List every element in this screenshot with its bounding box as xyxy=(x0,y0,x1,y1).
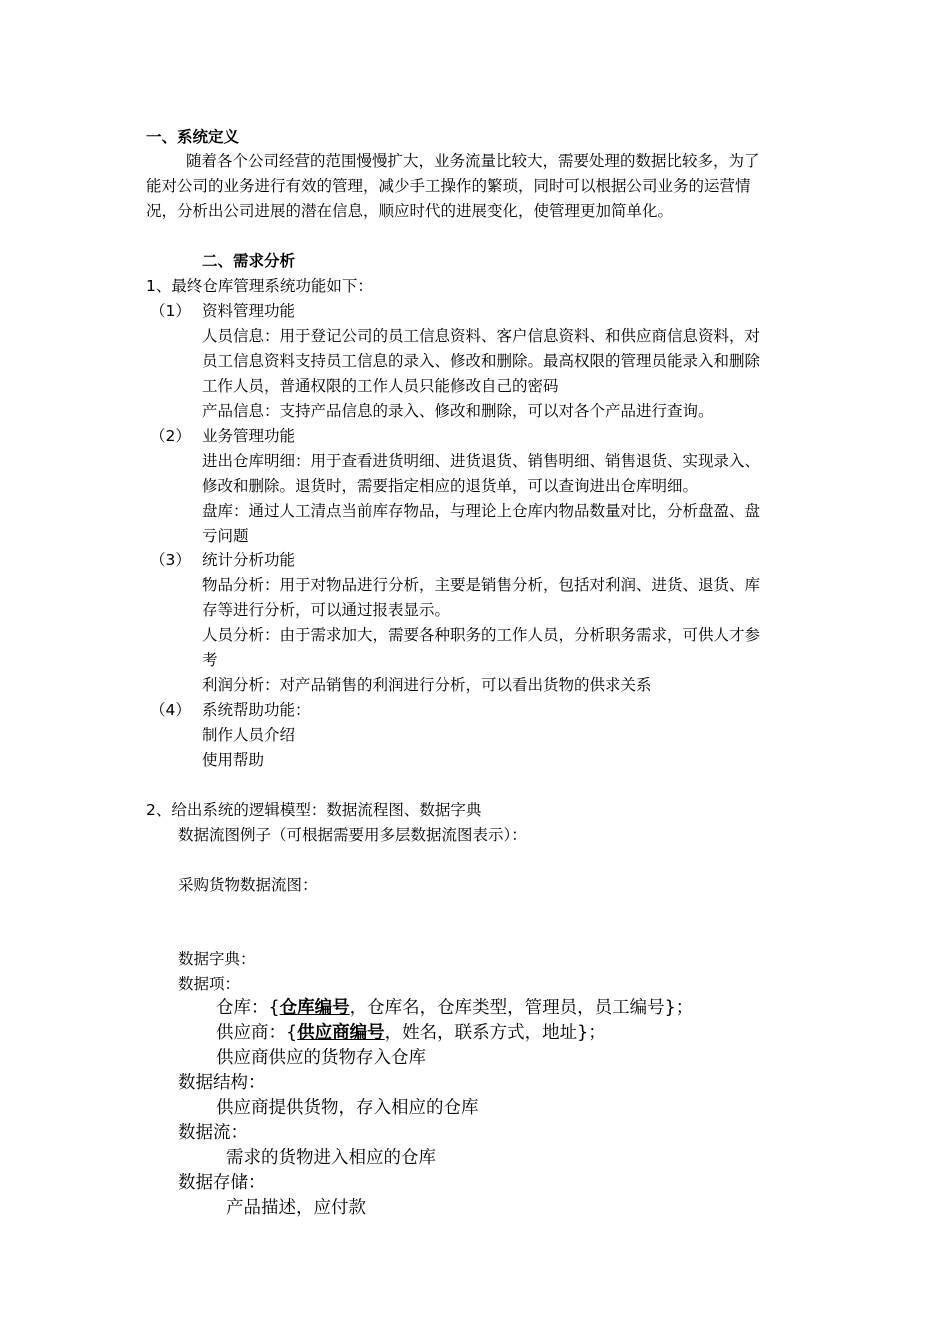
paragraph-line: 况，分析出公司进展的潜在信息，顺应时代的进展变化，使管理更加简单化。 xyxy=(146,202,674,220)
group-line: 修改和删除。退货时，需要指定相应的退货单，可以查询进出仓库明细。 xyxy=(202,477,699,495)
section-heading-requirements: 二、需求分析 xyxy=(202,252,296,270)
group-number: （3） xyxy=(150,551,191,569)
warehouse-rest: ，仓库名，仓库类型，管理员，员工编号}； xyxy=(349,998,694,1018)
dfd-example-label: 数据流图例子（可根据需要用多层数据流图表示）： xyxy=(178,826,527,844)
group-line: 产品信息：支持产品信息的录入、修改和删除，可以对各个产品进行查询。 xyxy=(202,402,714,420)
paragraph-line: 能对公司的业务进行有效的管理，减少手工操作的繁琐，同时可以根据公司业务的运营情 xyxy=(146,177,751,195)
group-line: 考 xyxy=(202,651,218,669)
group-line: 使用帮助 xyxy=(202,751,265,769)
section-heading-system-definition: 一、系统定义 xyxy=(146,128,240,146)
supplier-key: 供应商编号 xyxy=(297,1023,385,1043)
warehouse-key: 仓库编号 xyxy=(279,998,350,1018)
group-line: 盘库：通过人工清点当前库存物品，与理论上仓库内物品数量对比，分析盘盈、盘 xyxy=(202,502,761,520)
data-storage-value: 产品描述，应付款 xyxy=(226,1198,366,1218)
supplier-store-entry: 供应商供应的货物存入仓库 xyxy=(216,1048,426,1068)
data-storage-label: 数据存储： xyxy=(178,1173,266,1193)
group-number: （4） xyxy=(150,701,191,719)
group-line: 利润分析：对产品销售的利润进行分析，可以看出货物的供求关系 xyxy=(202,676,652,694)
group-line: 物品分析：用于对物品进行分析，主要是销售分析，包括对利润、进货、退货、库 xyxy=(202,576,761,594)
data-structure-label: 数据结构： xyxy=(178,1073,266,1093)
dictionary-title: 数据字典： xyxy=(178,950,256,968)
group-line: 存等进行分析，可以通过报表显示。 xyxy=(202,601,451,619)
group-title: 资料管理功能 xyxy=(202,302,296,320)
group-title: 业务管理功能 xyxy=(202,427,296,445)
warehouse-prefix: 仓库：{ xyxy=(216,998,280,1018)
group-line: 员工信息资料支持员工信息的录入、修改和删除。最高权限的管理员能录入和删除 xyxy=(202,352,761,370)
supplier-prefix: 供应商：{ xyxy=(216,1023,298,1043)
group-line: 制作人员介绍 xyxy=(202,726,296,744)
warehouse-entry xyxy=(216,997,693,1019)
data-items-label: 数据项： xyxy=(178,975,241,993)
group-line: 工作人员，普通权限的工作人员只能修改自己的密码 xyxy=(202,377,559,395)
group-line: 人员分析：由于需求加大，需要各种职务的工作人员，分析职务需求，可供人才参 xyxy=(202,626,761,644)
group-number: （1） xyxy=(150,302,191,320)
supplier-rest: ，姓名，联系方式，地址}； xyxy=(384,1023,606,1043)
data-flow-label: 数据流： xyxy=(178,1123,248,1143)
item-title-functions: 1、最终仓库管理系统功能如下： xyxy=(146,277,373,295)
group-title: 系统帮助功能： xyxy=(202,701,311,719)
group-line: 亏问题 xyxy=(202,527,249,545)
paragraph-line: 随着各个公司经营的范围慢慢扩大，业务流量比较大，需要处理的数据比较多，为了 xyxy=(186,152,760,170)
item-title-logical-model: 2、给出系统的逻辑模型：数据流程图、数据字典 xyxy=(146,801,482,819)
supplier-entry xyxy=(216,1022,606,1044)
data-flow-value: 需求的货物进入相应的仓库 xyxy=(226,1148,436,1168)
purchase-dfd-label: 采购货物数据流图： xyxy=(178,876,318,894)
group-title: 统计分析功能 xyxy=(202,551,296,569)
group-number: （2） xyxy=(150,427,191,445)
data-structure-value: 供应商提供货物，存入相应的仓库 xyxy=(216,1098,479,1118)
group-line: 人员信息：用于登记公司的员工信息资料、客户信息资料、和供应商信息资料，对 xyxy=(202,327,761,345)
group-line: 进出仓库明细：用于查看进货明细、进货退货、销售明细、销售退货、实现录入、 xyxy=(202,452,761,470)
